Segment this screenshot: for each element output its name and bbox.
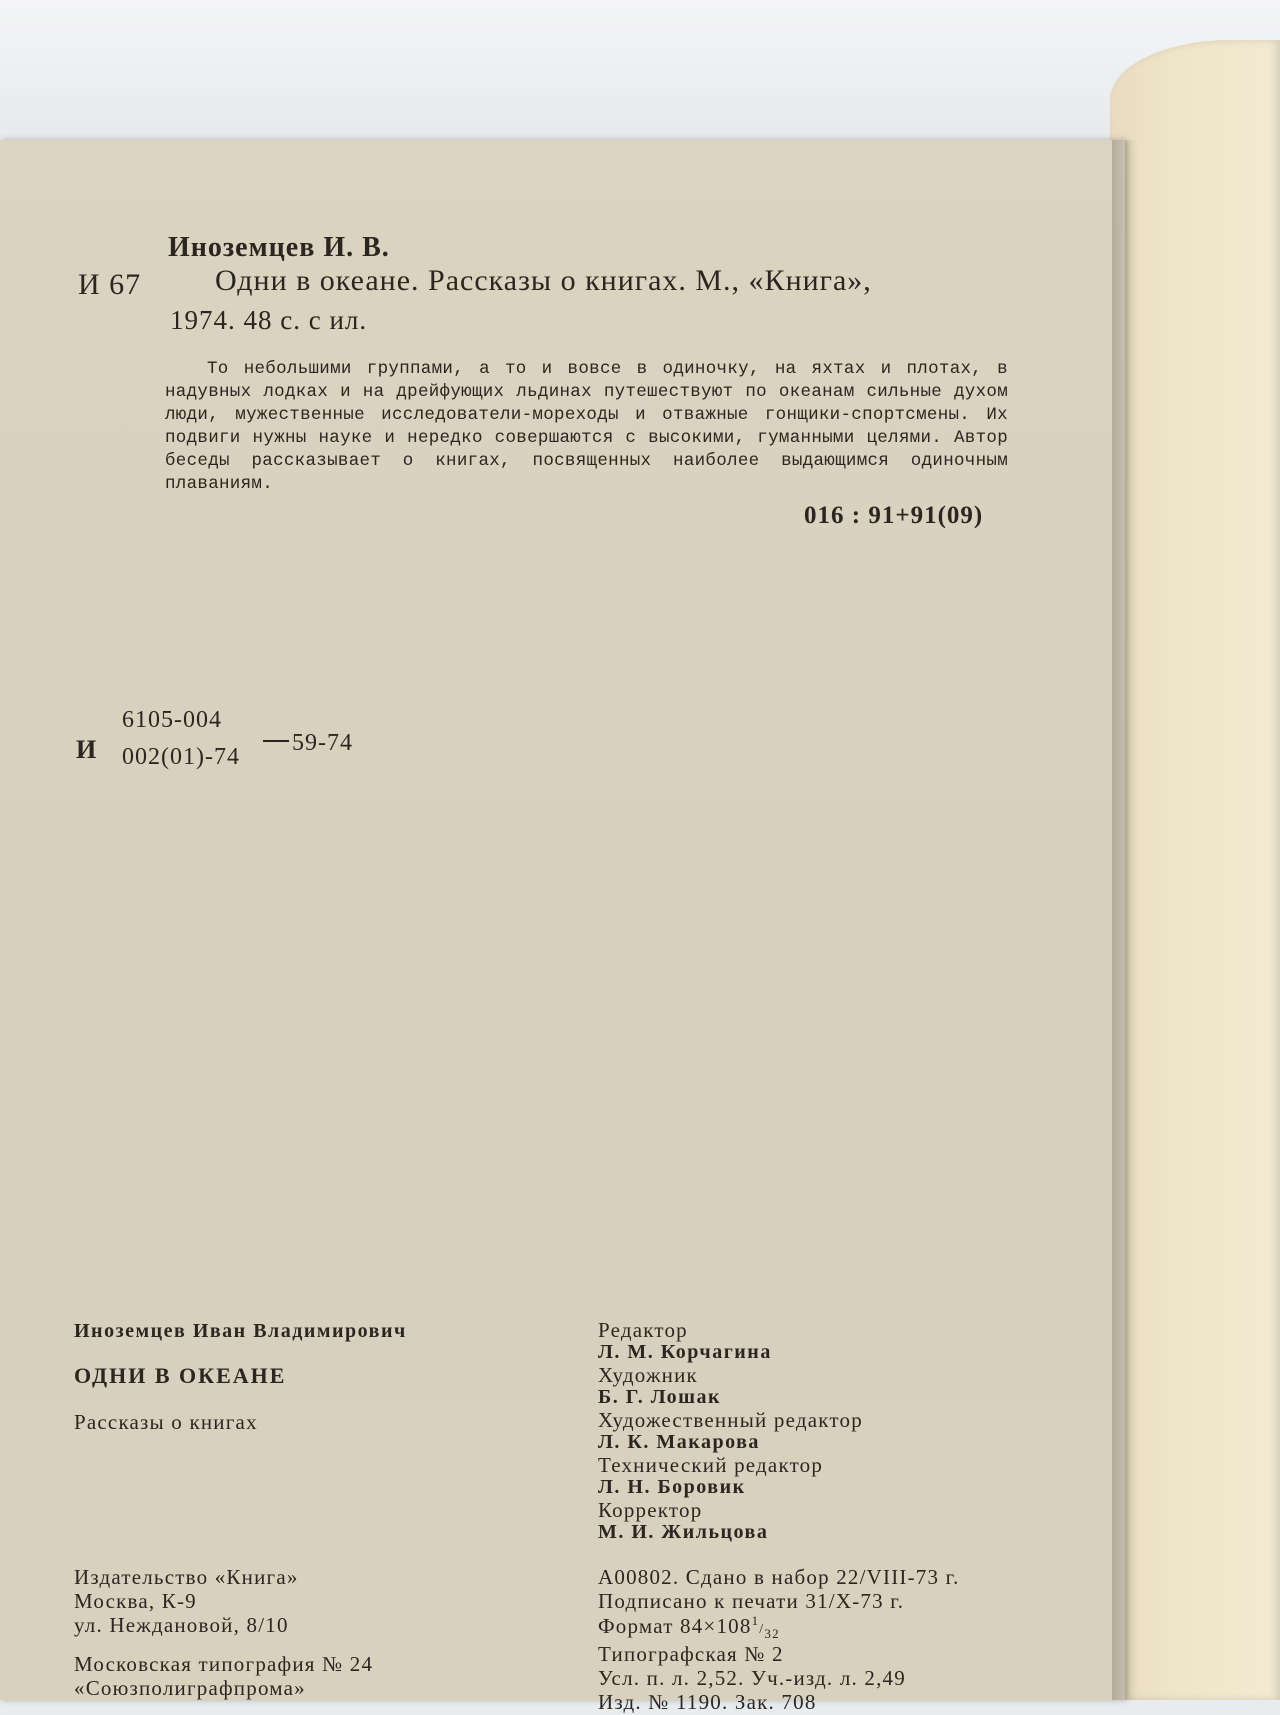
format-text: Формат 84×108 bbox=[598, 1614, 752, 1638]
background-surface bbox=[0, 0, 1280, 150]
credit-role-editor: Редактор bbox=[598, 1318, 688, 1342]
catalog-imprint-line: 1974. 48 с. с ил. bbox=[170, 305, 368, 335]
credit-role-proofreader: Корректор bbox=[598, 1498, 703, 1522]
credit-role-tech-editor: Технический редактор bbox=[598, 1453, 824, 1477]
publication-code-numerator: 6105-004 bbox=[122, 707, 222, 733]
print-data-line-1: А00802. Сдано в набор 22/VIII-73 г. bbox=[598, 1565, 960, 1589]
catalog-author: Иноземцев И. В. bbox=[168, 232, 390, 263]
format-fraction-den: 32 bbox=[764, 1626, 780, 1642]
format-fraction-num: 1 bbox=[751, 1613, 760, 1628]
printer-line-1: Московская типография № 24 bbox=[74, 1652, 374, 1676]
publisher-line-1: Издательство «Книга» bbox=[74, 1565, 299, 1589]
credit-name-proofreader: М. И. Жильцова bbox=[598, 1521, 769, 1543]
print-data-line-4: Типографская № 2 bbox=[598, 1642, 784, 1666]
printer-line-2: «Союзполиграфпрома» bbox=[74, 1676, 306, 1700]
credit-name-editor: Л. М. Корчагина bbox=[598, 1341, 772, 1363]
credit-name-art-editor: Л. К. Макарова bbox=[598, 1431, 760, 1453]
udc-index: 016 : 91+91(09) bbox=[804, 502, 984, 529]
credit-name-tech-editor: Л. Н. Боровик bbox=[598, 1476, 746, 1498]
publication-code-rule bbox=[263, 740, 289, 742]
print-data-line-6: Изд. № 1190. Зак. 708 bbox=[598, 1690, 817, 1714]
colophon-book-title: ОДНИ В ОКЕАНЕ bbox=[74, 1363, 287, 1388]
print-data-line-2: Подписано к печати 31/X-73 г. bbox=[598, 1589, 905, 1613]
publication-code-letter: И bbox=[76, 735, 97, 764]
credit-name-artist: Б. Г. Лошак bbox=[598, 1386, 722, 1408]
print-data-line-3: Формат $84\times 108^1/_{32}$ bbox=[598, 1613, 780, 1642]
call-number: И 67 bbox=[78, 268, 142, 301]
print-data-line-5: Усл. п. л. 2,52. Уч.-изд. л. 2,49 bbox=[598, 1666, 906, 1690]
publisher-line-2: Москва, К-9 bbox=[74, 1589, 197, 1613]
credit-role-artist: Художник bbox=[598, 1363, 698, 1387]
colophon-subtitle: Рассказы о книгах bbox=[74, 1410, 258, 1434]
publication-code-denominator: 002(01)-74 bbox=[122, 744, 240, 770]
credit-role-art-editor: Художественный редактор bbox=[598, 1408, 863, 1432]
annotation-paragraph: То небольшими группами, а то и вовсе в одиночку, на яхтах и плотах, в надувных лодках и на дрейфующих льдинах путешествуют по океанам сильные духом люди, мужественные исследователи-мореходы и отважные гонщики-спортсмены. Их подвиги нужны науке и нередко совершаются с высокими, гуманными целями. Автор беседы рассказывает о книгах, посвященных наиболее выдающимся одиночным плаваниям. bbox=[165, 359, 1008, 494]
page-gutter-shadow bbox=[1112, 140, 1138, 1700]
catalog-title-line: Одни в океане. Рассказы о книгах. М., «Книга», bbox=[215, 264, 872, 297]
colophon-author: Иноземцев Иван Владимирович bbox=[74, 1320, 407, 1342]
publication-code-right: 59-74 bbox=[292, 730, 353, 756]
publisher-line-3: ул. Неждановой, 8/10 bbox=[74, 1613, 289, 1637]
